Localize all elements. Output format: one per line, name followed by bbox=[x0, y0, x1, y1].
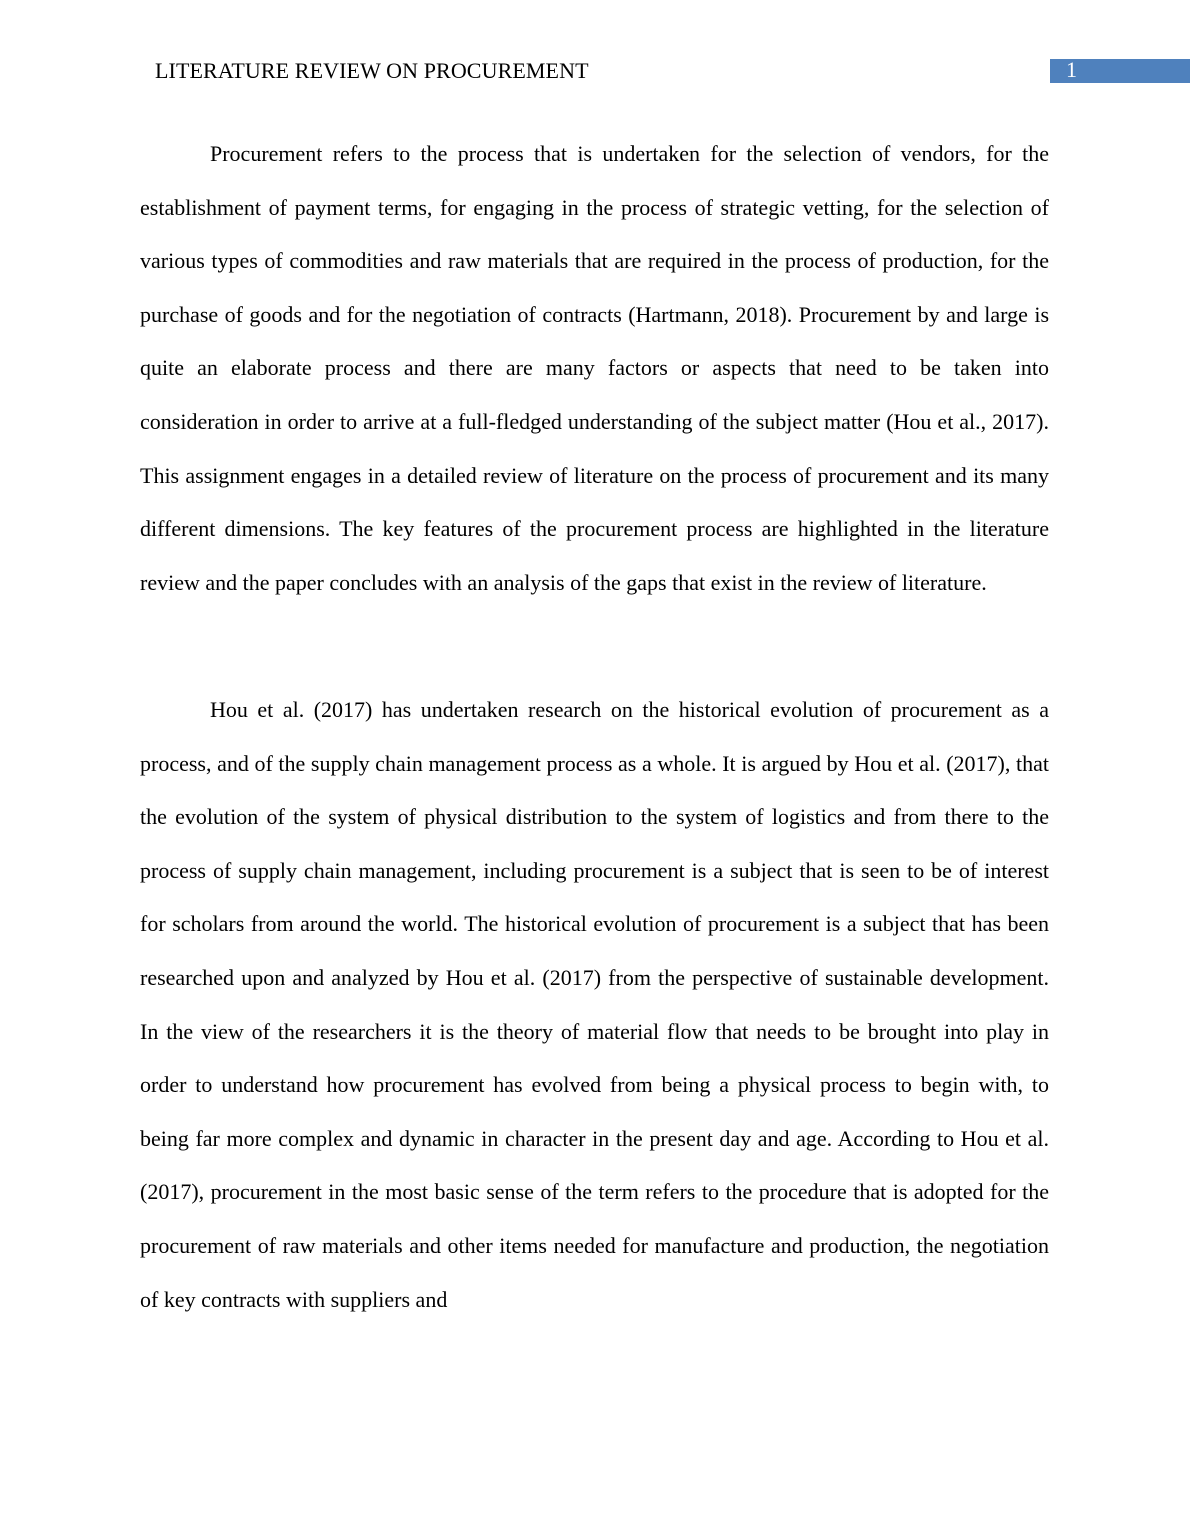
body-paragraph-1: Procurement refers to the process that is undertaken for the selection of vendors, for the establishment of payment terms, for engaging in the process of strategic vetting, for the selection of various types of commodities and raw materials that are required in the process of production, for the purchase of goods and for the negotiation of contracts (Hartmann, 2018). Procurement by and large is quite an elaborate process and there are many factors or aspects that need to be taken into consideration in order to arrive at a full-fledged understanding of the subject matter (Hou et al., 2017). This assignment engages in a detailed review of literature on the process of procurement and its many different dimensions. The key features of the procurement process are highlighted in the literature review and the paper concludes with an analysis of the gaps that exist in the review of literature. bbox=[140, 141, 1049, 595]
page-number: 1 bbox=[1066, 57, 1077, 82]
body-paragraph-2: Hou et al. (2017) has undertaken research on the historical evolution of procurement as a process, and of the supply chain management process as a whole. It is argued by Hou et al. (2017), that the evolution of the system of physical distribution to the system of logistics and from there to the process of supply chain management, including procurement is a subject that is seen to be of interest for scholars from around the world. The historical evolution of procurement is a subject that has been researched upon and analyzed by Hou et al. (2017) from the perspective of sustainable development. In the view of the researchers it is the theory of material flow that needs to be brought into play in order to understand how procurement has evolved from being a physical process to begin with, to being far more complex and dynamic in character in the present day and age. According to Hou et al. (2017), procurement in the most basic sense of the term refers to the procedure that is adopted for the procurement of raw materials and other items needed for manufacture and production, the negotiation of key contracts with suppliers and bbox=[140, 697, 1049, 1312]
running-head: LITERATURE REVIEW ON PROCUREMENT bbox=[155, 58, 589, 83]
page-number-badge bbox=[1050, 59, 1190, 83]
